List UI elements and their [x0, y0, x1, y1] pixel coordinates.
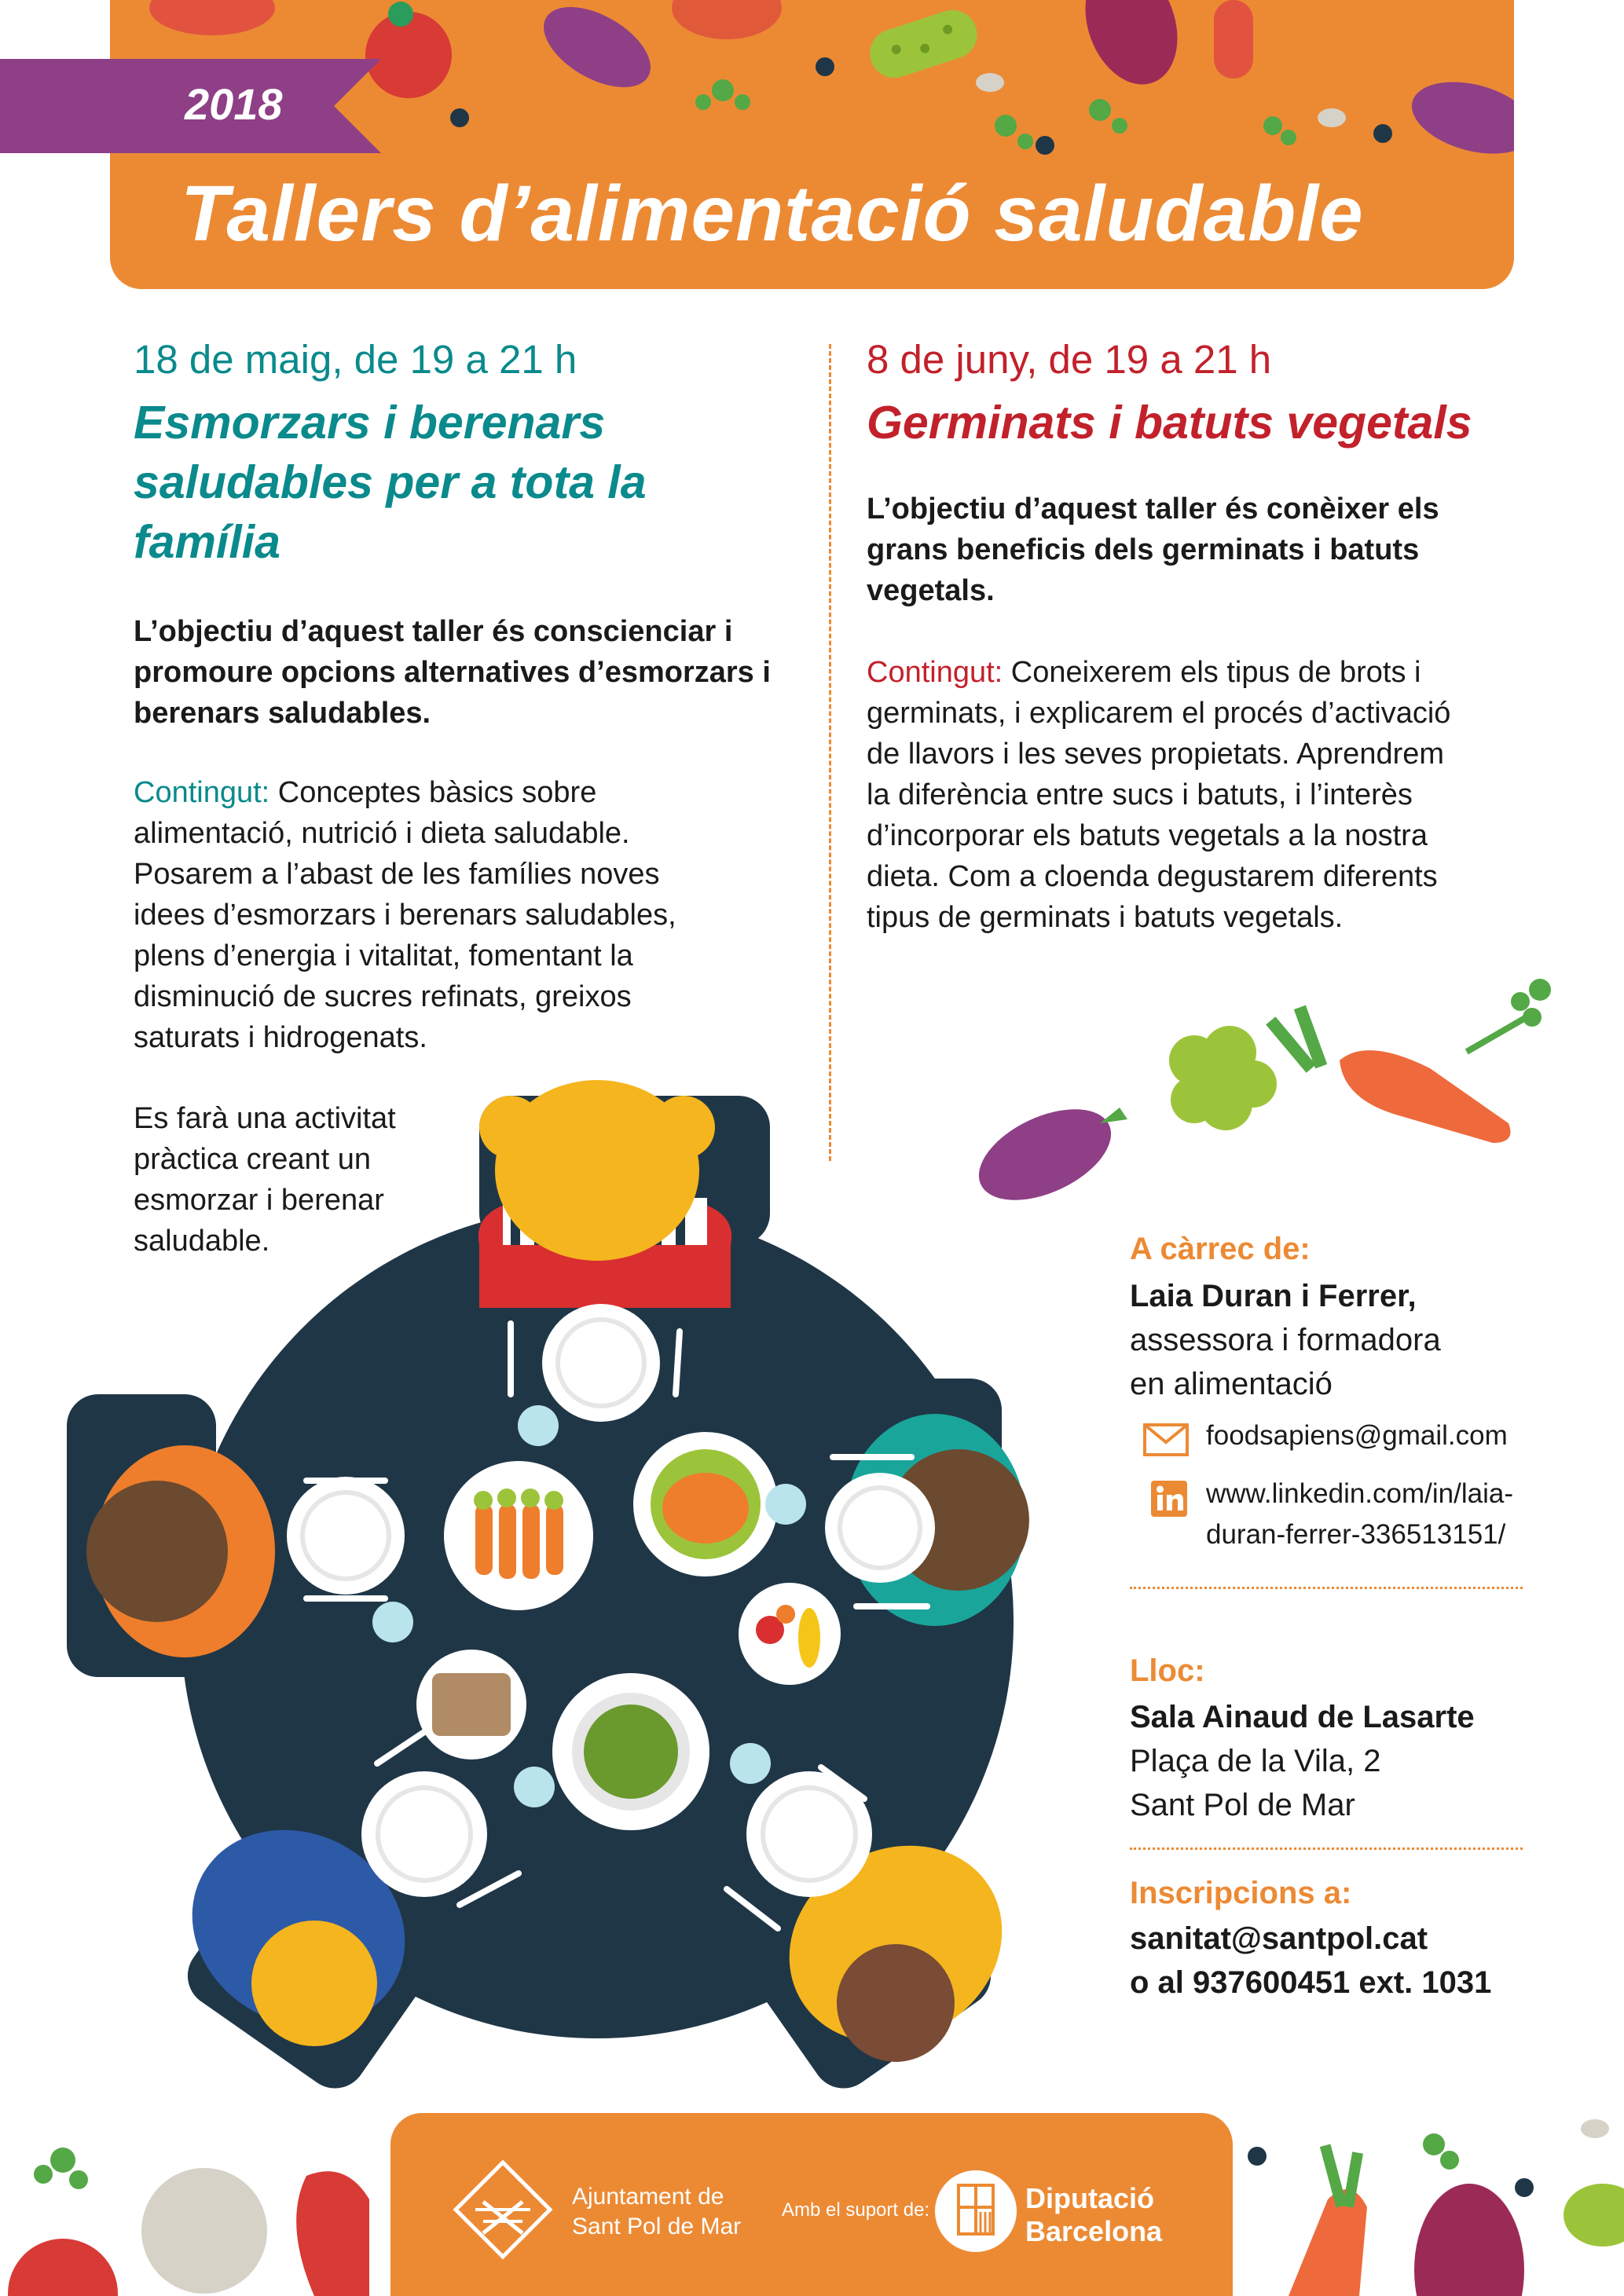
content-label: Contingut:: [867, 656, 1003, 689]
year-label: 2018: [185, 79, 283, 129]
registration-heading: Inscripcions a:: [1130, 1876, 1352, 1910]
separator: [1130, 1587, 1523, 1589]
workshop2-title: Germinats i batuts vegetals: [867, 397, 1472, 449]
trainer-email[interactable]: foodsapiens@gmail.com: [1206, 1420, 1508, 1451]
workshop2-objective: L’objectiu d’aquest taller és conèixer els grans beneficis dels germinats i batuts vegetals.: [867, 493, 1439, 607]
family-table-illustration: [47, 1080, 1147, 2101]
support-label: Amb el suport de:: [782, 2199, 930, 2221]
registration-details: [1130, 1917, 1491, 2005]
trainer-details: Laia Duran i Ferrer, assessora i formadora en alimentació: [1130, 1274, 1441, 1406]
venue-details: Sala Ainaud de Lasarte Plaça de la Vila, 2 Sant Pol de Mar: [1130, 1695, 1475, 1827]
diputacio-logo: [933, 2168, 1019, 2254]
trainer-linkedin[interactable]: www.linkedin.com/in/laia- duran-ferrer-336513151/: [1206, 1478, 1513, 1550]
workshop1-activity: Es farà una activitat pràctica creant un esmorzar i berenar saludable.: [134, 1102, 396, 1258]
page-title: Tallers d’alimentació saludable: [181, 170, 1364, 258]
linkedin-icon: [1151, 1481, 1187, 1517]
separator: [1130, 1847, 1523, 1850]
ajuntament-logo: [452, 2159, 554, 2261]
diputacio-name: Diputació Barcelona: [1025, 2182, 1163, 2247]
email-icon: [1143, 1423, 1189, 1456]
workshop2-date: 8 de juny, de 19 a 21 h: [867, 337, 1272, 382]
workshop1-objective: L’objectiu d’aquest taller és conscienciar i promoure opcions alternatives d’esmorzars i berenars saludables.: [134, 615, 771, 730]
venue-name: Sala Ainaud de Lasarte: [1130, 1700, 1475, 1734]
workshop2-content: Contingut: Coneixerem els tipus de brots i germinats, i explicarem el procés d’activació de llavors i les seves propietats. Aprendrem la diferència entre sucs i batuts, i l’interès d’incorporar els batuts vegetals a la nostra dieta. Com a cloenda degustarem diferents tipus de germinats i batuts vegetals.: [867, 656, 1451, 934]
registration-email[interactable]: sanitat@santpol.cat: [1130, 1921, 1428, 1956]
workshop1-date: 18 de maig, de 19 a 21 h: [134, 337, 577, 382]
ajuntament-name: Ajuntament de Sant Pol de Mar: [572, 2184, 742, 2239]
trainer-heading: A càrrec de:: [1130, 1232, 1311, 1266]
venue-heading: Lloc:: [1130, 1653, 1205, 1688]
content-label: Contingut:: [134, 776, 270, 809]
column-divider: [829, 344, 831, 1161]
registration-phone: o al 937600451 ext. 1031: [1130, 1965, 1492, 2000]
workshop1-content: Contingut: Conceptes bàsics sobre alimentació, nutrició i dieta saludable. Posarem a l’abast de les famílies noves idees d’esmorzars i berenars saludables, plens d’energia i vitalitat, fomentant la disminució de sucres refinats, greixos saturats i hidrogenats.: [134, 776, 676, 1054]
trainer-name: Laia Duran i Ferrer,: [1130, 1279, 1417, 1313]
workshop1-title: Esmorzars i berenars saludables per a tota la família: [134, 397, 647, 568]
